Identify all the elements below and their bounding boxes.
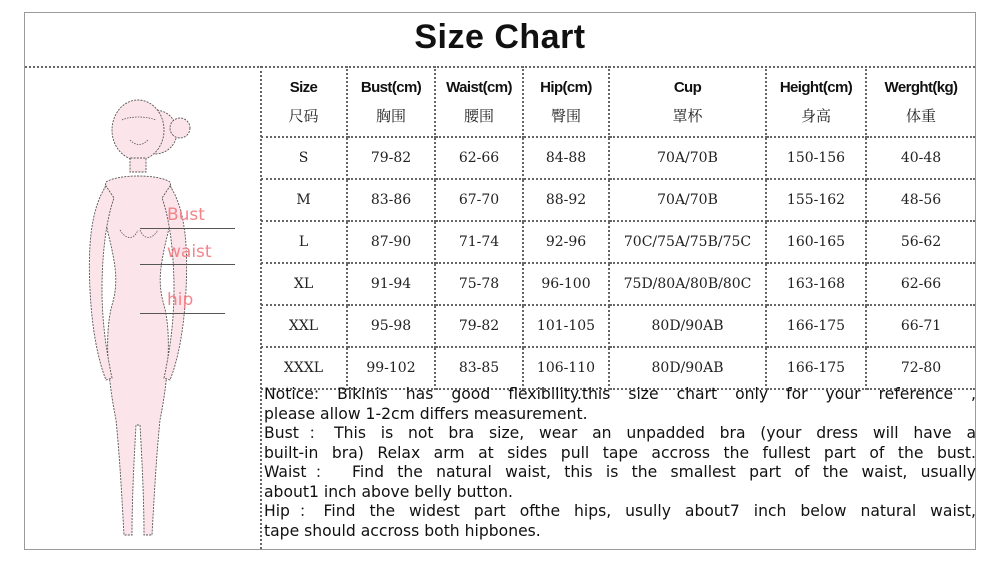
head-shape [112,100,164,160]
table-row [261,305,975,347]
column-header-chinese: 腰围 [463,107,494,125]
table-cell: 150-156 [766,137,866,179]
notes-line: Bust：This is not bra size, wear an unpadded bra (your dress will have a [264,424,976,442]
notes-line: Hip：Find the widest part ofthe hips, usully about7 inch below natural waist, [264,502,976,520]
table-cell: 80D/90AB [609,305,766,347]
table-row [261,347,975,389]
table-cell: 87-90 [347,221,435,263]
size-notes [264,385,976,541]
column-header [347,66,435,137]
table-cell: XXXL [261,347,347,389]
waist-leader-line [140,264,235,265]
table-cell: 71-74 [435,221,523,263]
column-header-english: Waist(cm) [446,79,512,96]
waist-callout: waist [167,242,212,262]
bust-callout: Bust [167,205,205,225]
table-cell: 48-56 [866,179,975,221]
table-cell: 166-175 [766,305,866,347]
table-cell: 67-70 [435,179,523,221]
table-cell: M [261,179,347,221]
table-cell: 79-82 [347,137,435,179]
page-title: Size Chart [414,18,586,56]
column-header-english: Bust(cm) [360,79,422,96]
notes-line: built-in bra) Relax arm at sides pull tape accross the fullest part of the bust. [264,443,976,462]
table-cell: 83-86 [347,179,435,221]
table-cell: 160-165 [766,221,866,263]
table-cell: 70A/70B [609,137,766,179]
table-cell: 40-48 [866,137,975,179]
table-row [261,179,975,221]
body-figure-illustration [60,80,250,550]
table-cell: 66-71 [866,305,975,347]
bust-leader-line [140,228,235,229]
table-cell: 70C/75A/75B/75C [609,221,766,263]
table-cell: 75-78 [435,263,523,305]
column-header-english: Height(cm) [779,79,853,96]
notes-line: Waist： Find the natural waist, this is the smallest part of the waist, usually [264,463,976,481]
torso-shape [104,176,172,535]
table-cell: 62-66 [435,137,523,179]
hip-leader-line [140,313,225,314]
table-cell: 101-105 [523,305,609,347]
table-cell: 80D/90AB [609,347,766,389]
column-header-chinese: 臀围 [550,107,581,125]
column-header-chinese: 尺码 [288,107,319,125]
table-cell: 95-98 [347,305,435,347]
table-cell: 70A/70B [609,179,766,221]
notes-line: about1 inch above belly button. [264,482,514,501]
table-row [261,221,975,263]
table-cell: 99-102 [347,347,435,389]
table-cell: 83-85 [435,347,523,389]
notes-line: tape should accross both hipbones. [264,521,541,540]
column-header-chinese: 身高 [800,107,831,125]
column-header [261,66,347,137]
table-cell: 163-168 [766,263,866,305]
table-cell: 84-88 [523,137,609,179]
column-header [866,66,975,137]
notes-line: please allow 1-2cm differs measurement. [264,404,588,423]
table-cell: 92-96 [523,221,609,263]
table-row [261,137,975,179]
column-header-english: Werght(kg) [884,79,958,96]
column-header-english: Cup [673,79,702,96]
table-cell: 62-66 [866,263,975,305]
table-cell: 56-62 [866,221,975,263]
table-cell: S [261,137,347,179]
column-header-chinese: 胸围 [375,107,406,125]
table-cell: 72-80 [866,347,975,389]
table-cell: XXL [261,305,347,347]
notes-line: Notice: Bikinis has good flexibility.this size chart only for your reference , [264,385,976,403]
table-cell: 96-100 [523,263,609,305]
column-header [435,66,523,137]
hip-callout: hip [167,290,194,310]
table-cell: L [261,221,347,263]
table-cell: 75D/80A/80B/80C [609,263,766,305]
column-header-english: Hip(cm) [540,79,592,96]
column-header-english: Size [289,79,318,96]
table-cell: 106-110 [523,347,609,389]
table-cell: 91-94 [347,263,435,305]
table-row [261,263,975,305]
column-header [766,66,866,137]
column-header-chinese: 罩杯 [672,107,703,125]
table-header-row [261,66,975,137]
table-cell: XL [261,263,347,305]
column-header [523,66,609,137]
size-chart-table [261,66,975,390]
column-header [609,66,766,137]
table-cell: 79-82 [435,305,523,347]
table-cell: 88-92 [523,179,609,221]
column-header-chinese: 体重 [905,107,936,125]
table-cell: 166-175 [766,347,866,389]
table-cell: 155-162 [766,179,866,221]
